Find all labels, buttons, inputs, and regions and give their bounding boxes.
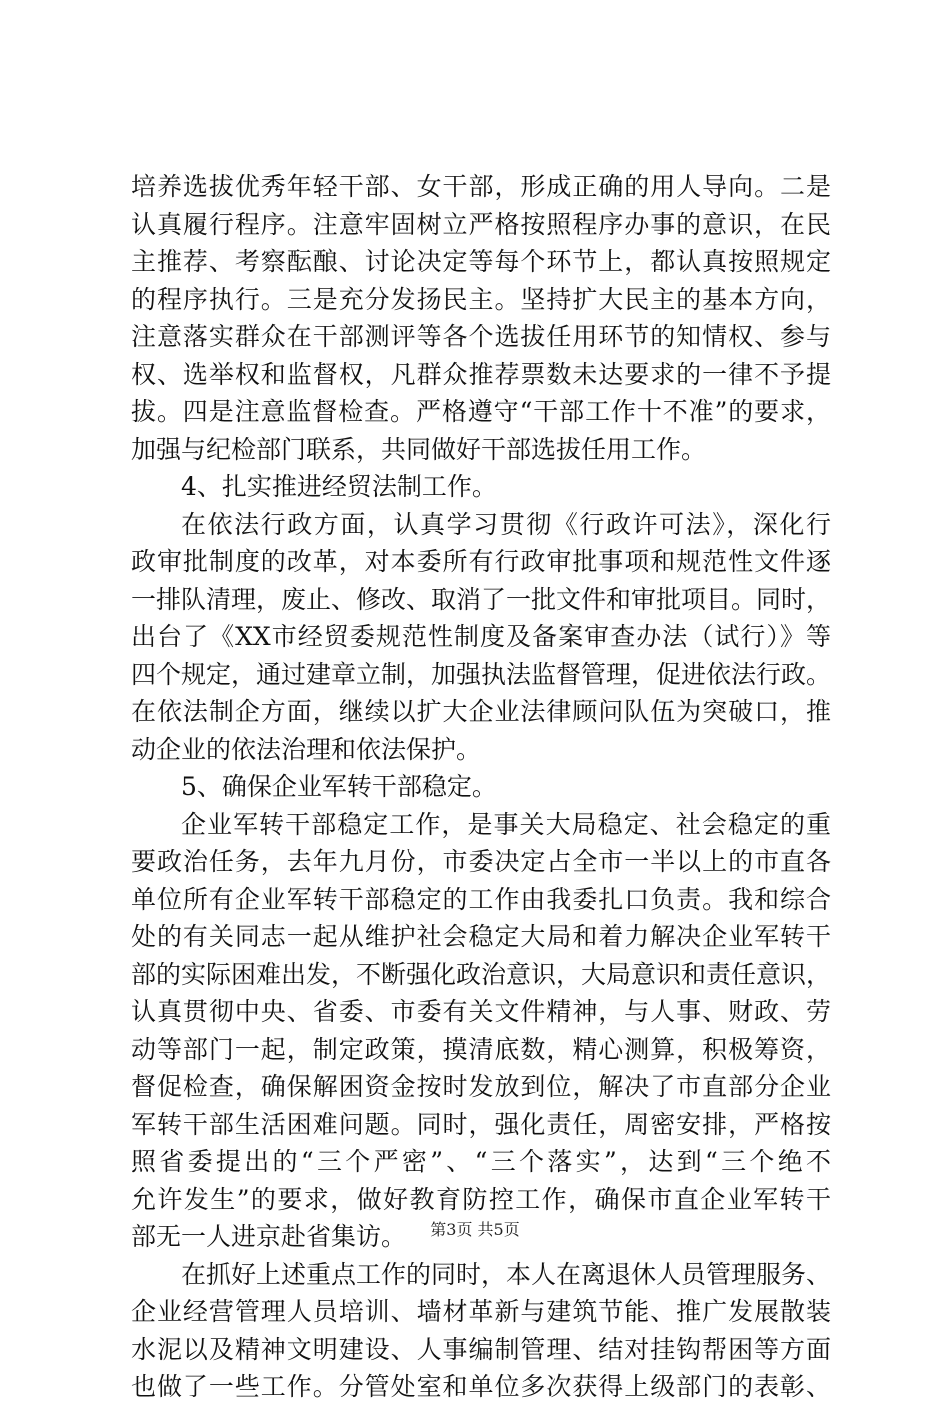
text-line: 在抓好上述重点工作的同时，本人在离退休人员管理服务、 [181, 1259, 832, 1289]
text-line: 注意落实群众在干部测评等各个选拔任用环节的知情权、参与 [131, 322, 831, 351]
text-line: 认真贯彻中央、省委、市委有关文件精神，与人事、财政、劳 [131, 997, 831, 1026]
text-line: 单位所有企业军转干部稳定的工作由我委扎口负责。我和综合 [131, 884, 831, 914]
text-line: 出台了《XX市经贸委规范性制度及备案审查办法（试行）》等 [131, 622, 831, 651]
text-line: 动等部门一起，制定政策，摸清底数，精心测算，积极筹资， [131, 1034, 831, 1064]
text-line: 的程序执行。三是充分发扬民主。坚持扩大民主的基本方向， [131, 284, 831, 314]
text-line: 企业经营管理人员培训、墙材革新与建筑节能、推广发展散装 [131, 1297, 831, 1326]
text-line: 培养选拔优秀年轻干部、女干部，形成正确的用人导向。二是 [131, 172, 831, 201]
text-line: 动企业的依法治理和依法保护。 [131, 734, 482, 764]
text-line: 部的实际困难出发，不断强化政治意识，大局意识和责任意识， [131, 959, 832, 989]
text-line: 加强与纪检部门联系，共同做好干部选拔任用工作。 [131, 434, 707, 464]
text-line: 照省委提出的“三个严密”、“三个落实”，达到“三个绝不 [131, 1147, 831, 1176]
text-line: 企业军转干部稳定工作，是事关大局稳定、社会稳定的重 [181, 809, 831, 839]
text-line: 允许发生”的要求，做好教育防控工作，确保市直企业军转干 [131, 1184, 831, 1214]
text-line: 在依法行政方面，认真学习贯彻《行政许可法》，深化行 [181, 509, 831, 539]
text-line: 4、扎实推进经贸法制工作。 [181, 472, 497, 501]
text-line: 政审批制度的改革，对本委所有行政审批事项和规范性文件逐 [131, 547, 831, 576]
text-line: 5、确保企业军转干部稳定。 [181, 772, 497, 801]
text-line: 一排队清理，废止、修改、取消了一批文件和审批项目。同时， [131, 584, 832, 614]
text-line: 拔。四是注意监督检查。严格遵守“干部工作十不准”的要求， [131, 397, 831, 426]
text-line: 认真履行程序。注意牢固树立严格按照程序办事的意识，在民 [131, 209, 831, 239]
text-line: 权、选举权和监督权，凡群众推荐票数未达要求的一律不予提 [131, 359, 831, 389]
text-line: 水泥以及精神文明建设、人事编制管理、结对挂钩帮困等方面 [131, 1334, 831, 1364]
text-line: 要政治任务，去年九月份，市委决定占全市一半以上的市直各 [131, 847, 831, 876]
page-footer: 第3页 共5页 [430, 1220, 520, 1239]
text-line: 军转干部生活困难问题。同时，强化责任，周密安排，严格按 [131, 1109, 831, 1139]
text-line: 督促检查，确保解困资金按时发放到位，解决了市直部分企业 [131, 1072, 831, 1101]
text-line: 四个规定，通过建章立制，加强执法监督管理，促进依法行政。 [131, 659, 832, 689]
text-line: 在依法制企方面，继续以扩大企业法律顾问队伍为突破口，推 [131, 697, 831, 726]
text-line: 也做了一些工作。分管处室和单位多次获得上级部门的表彰、 [131, 1372, 831, 1401]
text-line: 部无一人进京赴省集访。 [131, 1222, 407, 1251]
text-line: 主推荐、考察酝酿、讨论决定等每个环节上，都认真按照规定 [131, 247, 831, 276]
text-line: 处的有关同志一起从维护社会稳定大局和着力解决企业军转干 [131, 922, 831, 951]
